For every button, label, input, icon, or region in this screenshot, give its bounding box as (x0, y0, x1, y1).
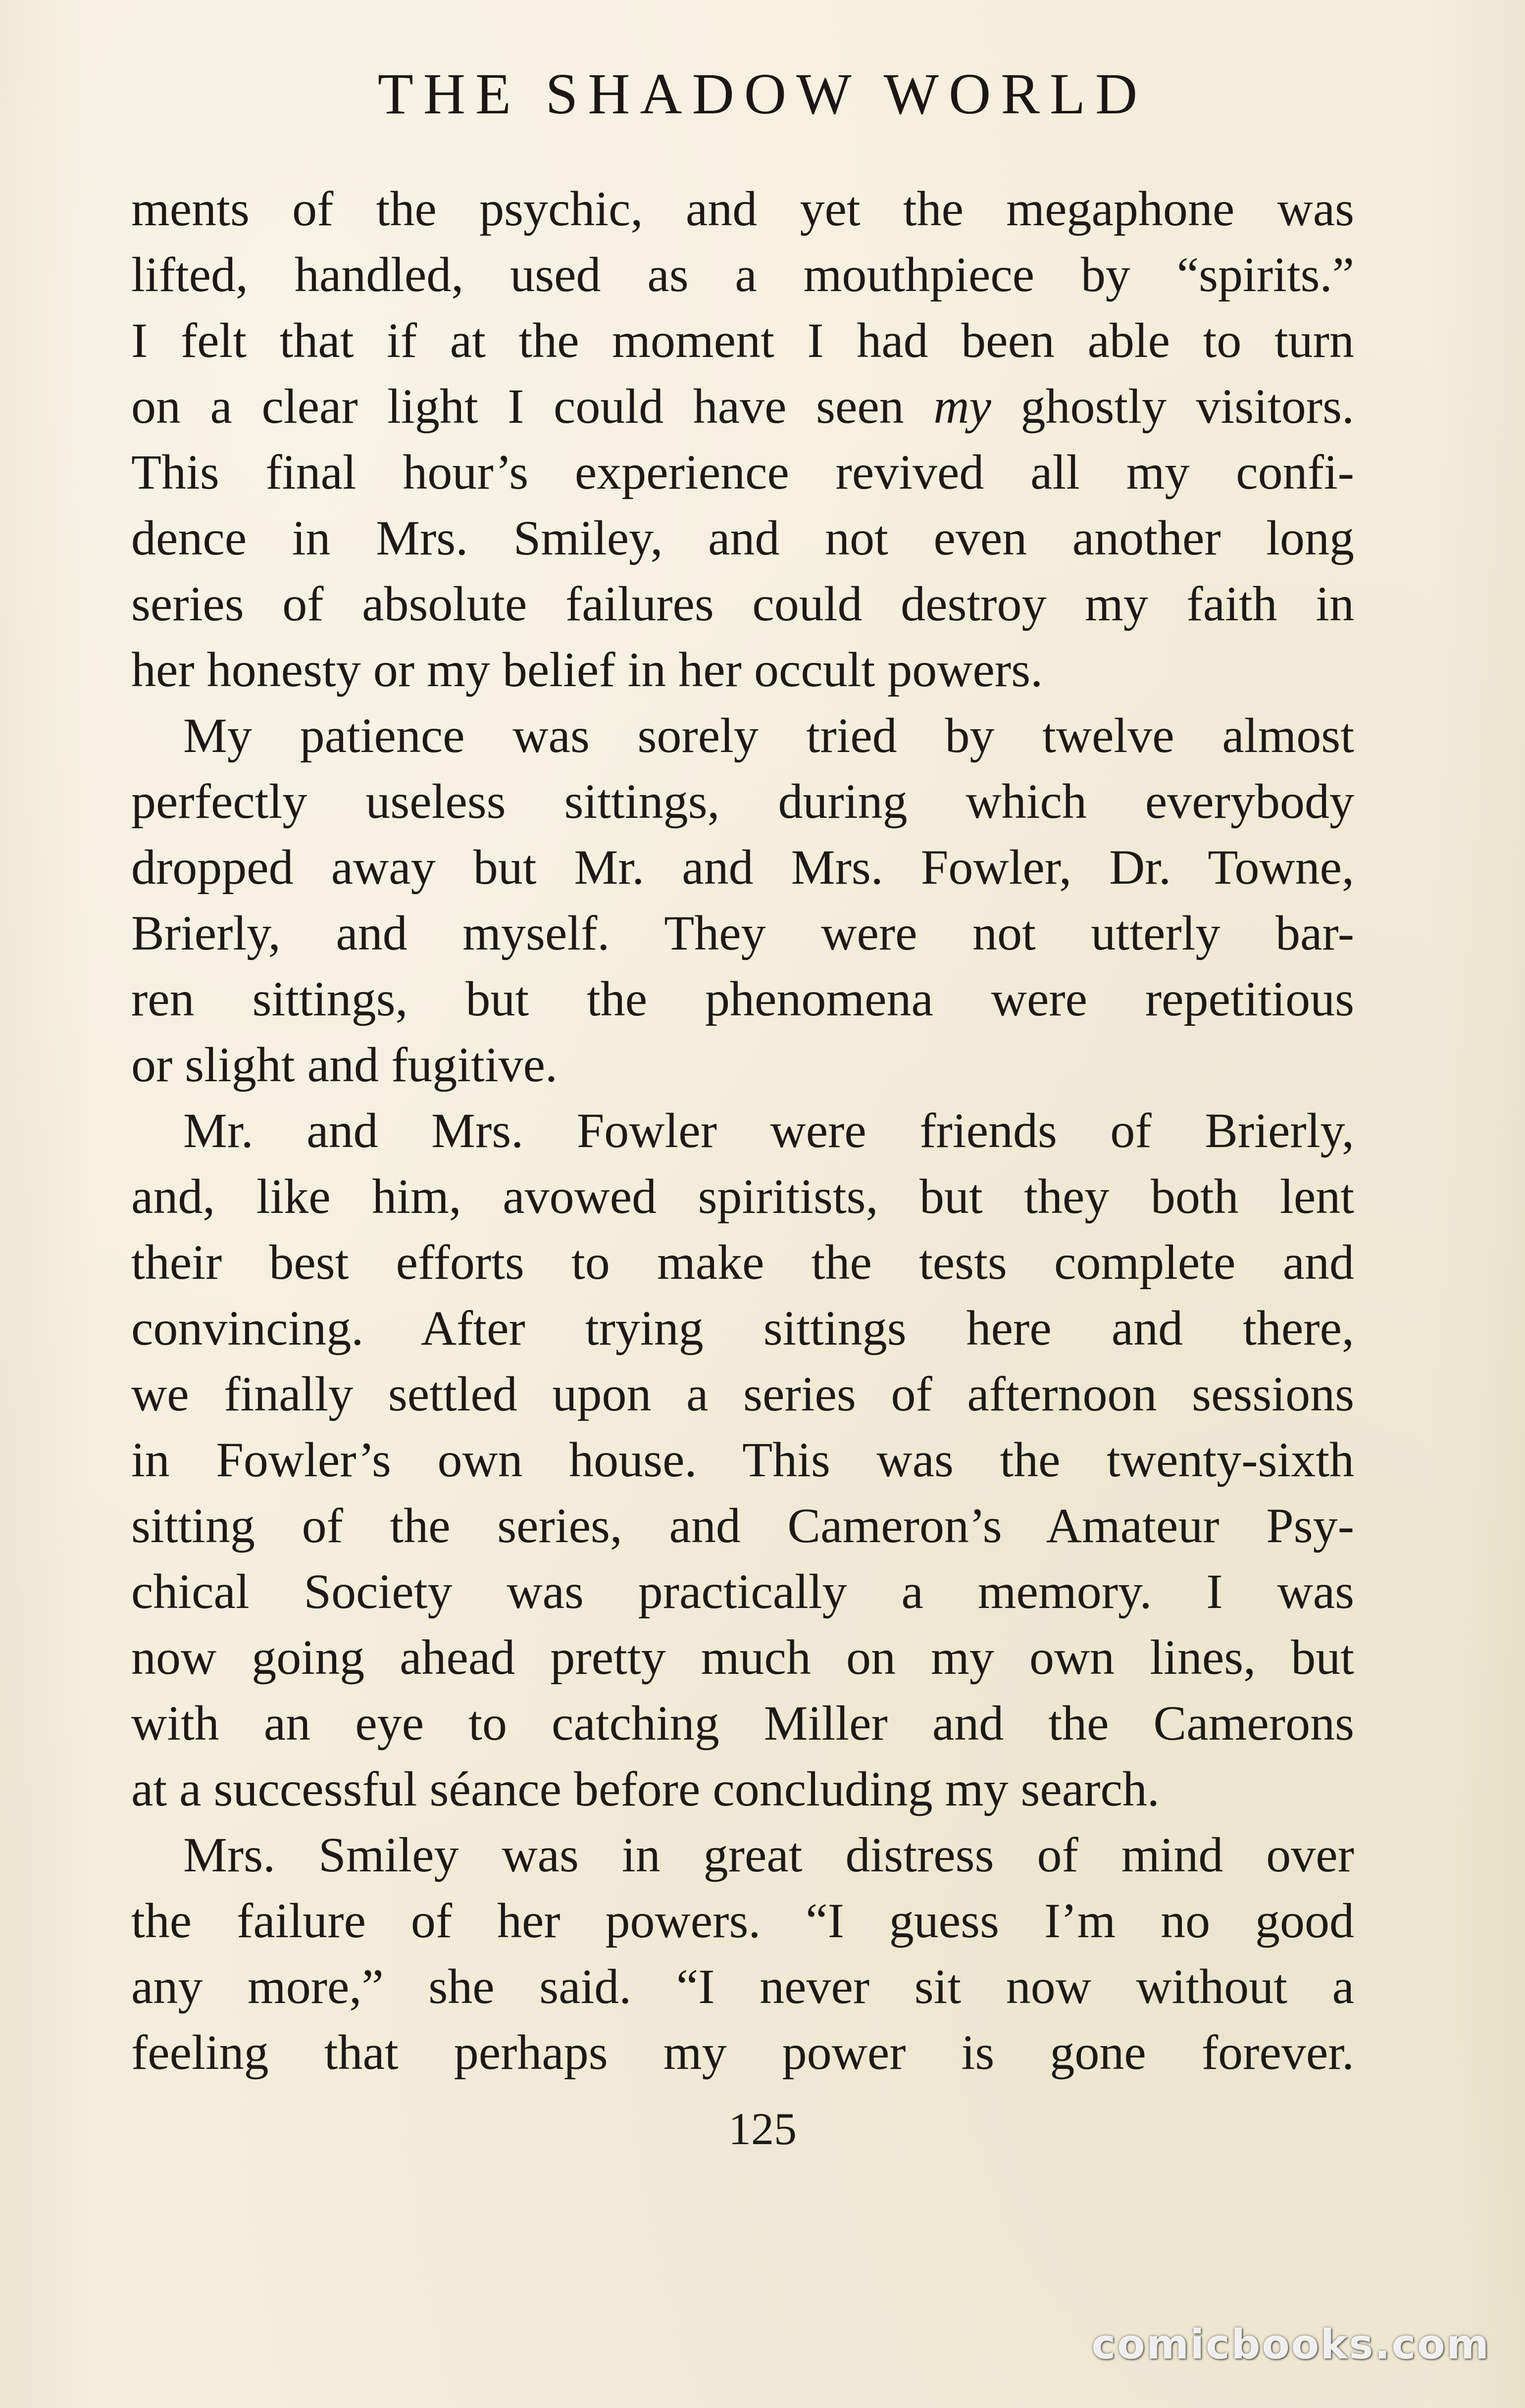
text-line: now going ahead pretty much on my own lines, but (131, 1630, 1354, 1685)
text-line: Mr. and Mrs. Fowler were friends of Brierly, (183, 1103, 1354, 1158)
running-head: THE SHADOW WORLD (377, 61, 1148, 126)
text-line: lifted, handled, used as a mouthpiece by “spirits.” (131, 247, 1354, 302)
text-line: Mrs. Smiley was in great distress of mind over (183, 1827, 1354, 1882)
text-line: feeling that perhaps my power is gone forever. (131, 2025, 1354, 2080)
text-line: perfectly useless sittings, during which everybody (131, 774, 1354, 829)
body-text (131, 176, 1354, 2085)
text-line: at a successful séance before concluding my search. (131, 1761, 1160, 1816)
watermark: comicbooks.com (1091, 2321, 1490, 2368)
text-line: dence in Mrs. Smiley, and not even another long (131, 510, 1354, 565)
text-line: we finally settled upon a series of afternoon sessions (131, 1366, 1354, 1421)
text-line: series of absolute failures could destroy my faith in (131, 576, 1354, 631)
paragraph-2 (131, 702, 1354, 1098)
text-line: sitting of the series, and Cameron’s Amateur Psy- (131, 1498, 1354, 1553)
text-line: Brierly, and myself. They were not utterly bar- (131, 905, 1354, 960)
text-line: or slight and fugitive. (131, 1037, 558, 1092)
page-number: 125 (728, 2104, 797, 2154)
text-line: I felt that if at the moment I had been able to turn (131, 313, 1354, 368)
paragraph-3 (131, 1098, 1354, 1822)
italic-word: my (933, 379, 991, 434)
text-line: My patience was sorely tried by twelve almost (183, 708, 1354, 763)
paragraph-4 (131, 1822, 1354, 2085)
text-line: ren sittings, but the phenomena were repetitious (131, 971, 1354, 1026)
text-line: the failure of her powers. “I guess I’m no good (131, 1893, 1354, 1948)
text-line: and, like him, avowed spiritists, but they both lent (131, 1169, 1354, 1224)
text-run: ghostly visitors. (991, 379, 1354, 434)
text-line: convincing. After trying sittings here and there, (131, 1301, 1354, 1355)
text-line: her honesty or my belief in her occult powers. (131, 642, 1043, 697)
text-line: This final hour’s experience revived all my confi- (131, 445, 1354, 500)
text-line: any more,” she said. “I never sit now without a (131, 1959, 1354, 2014)
text-run: on a clear light I could have seen (131, 379, 934, 434)
text-line: chical Society was practically a memory. I was (131, 1564, 1354, 1619)
text-line: their best efforts to make the tests complete and (131, 1235, 1354, 1290)
text-line (131, 373, 1354, 439)
paragraph-1 (131, 176, 1354, 702)
text-line: dropped away but Mr. and Mrs. Fowler, Dr. Towne, (131, 840, 1354, 895)
text-line: with an eye to catching Miller and the Camerons (131, 1696, 1354, 1751)
text-line: ments of the psychic, and yet the megaphone was (131, 181, 1354, 236)
text-line: in Fowler’s own house. This was the twenty-sixth (131, 1432, 1354, 1487)
